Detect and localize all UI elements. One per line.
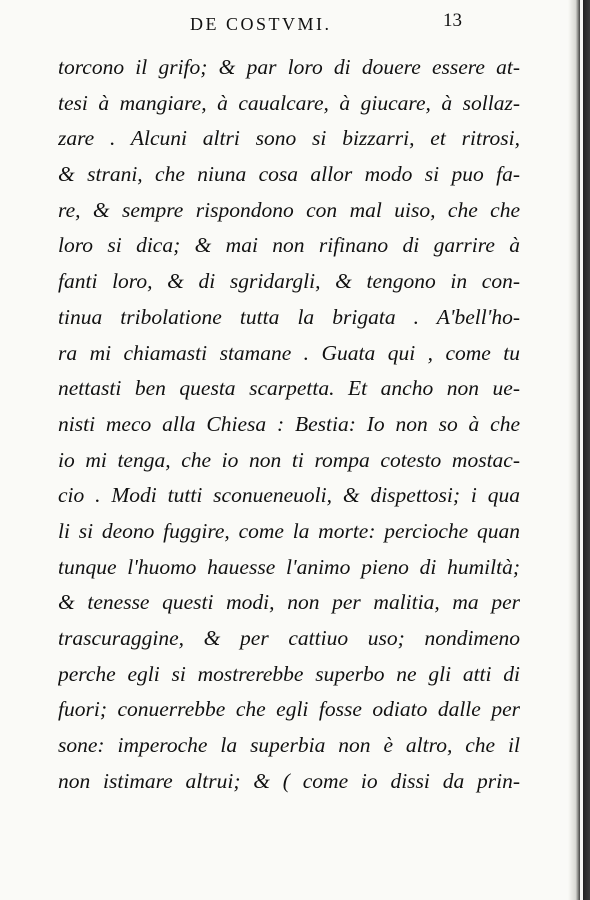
running-head: DE COSTVMI. (190, 14, 332, 34)
text-line: sone: imperoche la superbia non è altro, che il (58, 733, 520, 758)
text-line: trascuraggine, & per cattiuo uso; nondimeno (58, 626, 520, 650)
text-line: ra mi chiamasti stamane . Guata qui , come tu (58, 340, 520, 365)
text-line: torcono il grifo; & par loro di douere essere at- (58, 55, 520, 79)
text-line: nettasti ben questa scarpetta. Et ancho non ue- (58, 376, 520, 401)
page-edge-shadow (568, 0, 590, 900)
page-number: 13 (443, 10, 462, 31)
text-line: tesi à mangiare, à caualcare, à giucare, à sollaz- (58, 90, 520, 115)
text-line: tunque l'huomo hauesse l'animo pieno di humiltà; (58, 554, 520, 579)
body-text (58, 50, 520, 799)
text-line: loro si dica; & mai non rifinano di garrire à (58, 233, 520, 258)
text-line: li si deono fuggire, come la morte: percioche quan (58, 518, 520, 543)
text-line: non istimare altrui; & ( come io dissi da prin- (58, 768, 520, 793)
text-line: & tenesse questi modi, non per malitia, ma per (58, 590, 520, 615)
text-line: fanti loro, & di sgridargli, & tengono in con- (58, 269, 520, 294)
text-line: & strani, che niuna cosa allor modo si puo fa- (58, 162, 520, 187)
text-line: io mi tenga, che io non ti rompa cotesto mostac- (58, 447, 520, 472)
text-line: re, & sempre rispondono con mal uiso, che che (58, 197, 520, 222)
text-line: cio . Modi tutti sconueneuoli, & dispettosi; i qua (58, 483, 520, 508)
text-line: perche egli si mostrerebbe superbo ne gli atti di (58, 661, 520, 686)
text-line: zare . Alcuni altri sono si bizzarri, et ritrosi, (58, 126, 520, 151)
text-line: tinua tribolatione tutta la brigata . A'bell'ho- (58, 304, 520, 329)
text-line: fuori; conuerrebbe che egli fosse odiato dalle per (58, 697, 520, 722)
text-line: nisti meco alla Chiesa : Bestia: Io non so à che (58, 411, 520, 436)
